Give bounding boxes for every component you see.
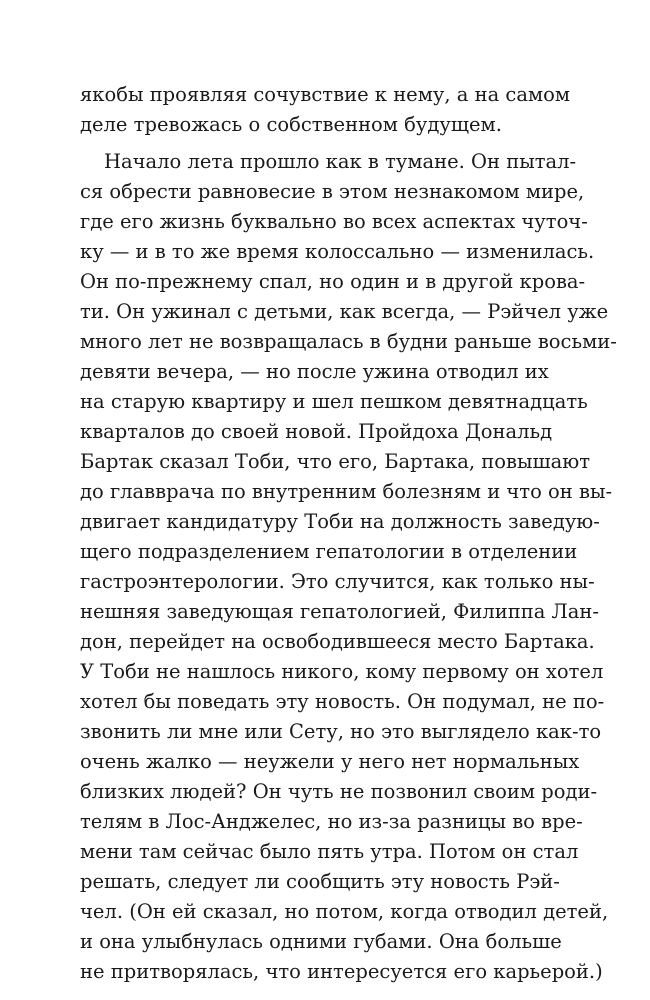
text-line: двигает кандидатуру Тоби на должность заведую-	[80, 510, 600, 533]
text-line: и она улыбнулась одними губами. Она больше	[80, 930, 562, 953]
text-line: чел. (Он ей сказал, но потом, когда отводил детей,	[80, 900, 609, 923]
text-line: на старую квартиру и шел пешком девятнадцать	[80, 390, 588, 413]
text-line: до главврача по внутренним болезням и что он вы-	[80, 480, 613, 503]
text-line: ся обрести равновесие в этом незнакомом мире,	[80, 180, 585, 203]
text-line: У Тоби не нашлось никого, кому первому он хотел	[80, 660, 604, 683]
text-line: телям в Лос-Анджелес, но из-за разницы во вре-	[80, 810, 583, 833]
text-line: ку — и в то же время колоссально — изменилась.	[80, 240, 595, 263]
text-line: Он по-прежнему спал, но один и в другой крова-	[80, 270, 586, 293]
text-line: мени там сейчас было пять утра. Потом он стал	[80, 840, 579, 863]
text-line: деле тревожась о собственном будущем.	[80, 113, 502, 136]
text-line: где его жизнь буквально во всех аспектах чуточ-	[80, 210, 588, 233]
text-line: хотел бы поведать эту новость. Он подумал, не по-	[80, 690, 605, 713]
text-line: много лет не возвращалась в будни раньше восьми-	[80, 330, 617, 353]
text-line: близких людей? Он чуть не позвонил своим роди-	[80, 780, 598, 803]
text-line: решать, следует ли сообщить эту новость Рэй-	[80, 870, 560, 893]
text-line: Начало лета прошло как в тумане. Он пытал-	[104, 150, 577, 173]
text-line: девяти вечера, — но после ужина отводил их	[80, 360, 549, 383]
text-line: дон, перейдет на освободившееся место Бартака.	[80, 630, 595, 653]
text-line: ти. Он ужинал с детьми, как всегда, — Рэйчел уже	[80, 300, 609, 323]
text-line: не притворялась, что интересуется его карьерой.)	[80, 960, 603, 983]
text-line: кварталов до своей новой. Пройдоха Дональд	[80, 420, 553, 443]
text-line: щего подразделением гепатологии в отделении	[80, 540, 578, 563]
text-line: Бартак сказал Тоби, что его, Бартака, повышают	[80, 450, 591, 473]
text-line: звонить ли мне или Сету, но это выглядело как-то	[80, 720, 602, 743]
text-line: очень жалко — неужели у него нет нормальных	[80, 750, 580, 773]
text-line: якобы проявляя сочувствие к нему, а на самом	[80, 83, 571, 106]
text-line: гастроэнтерологии. Это случится, как только ны-	[80, 570, 595, 593]
text-line: нешняя заведующая гепатологией, Филиппа Лан-	[80, 600, 600, 623]
